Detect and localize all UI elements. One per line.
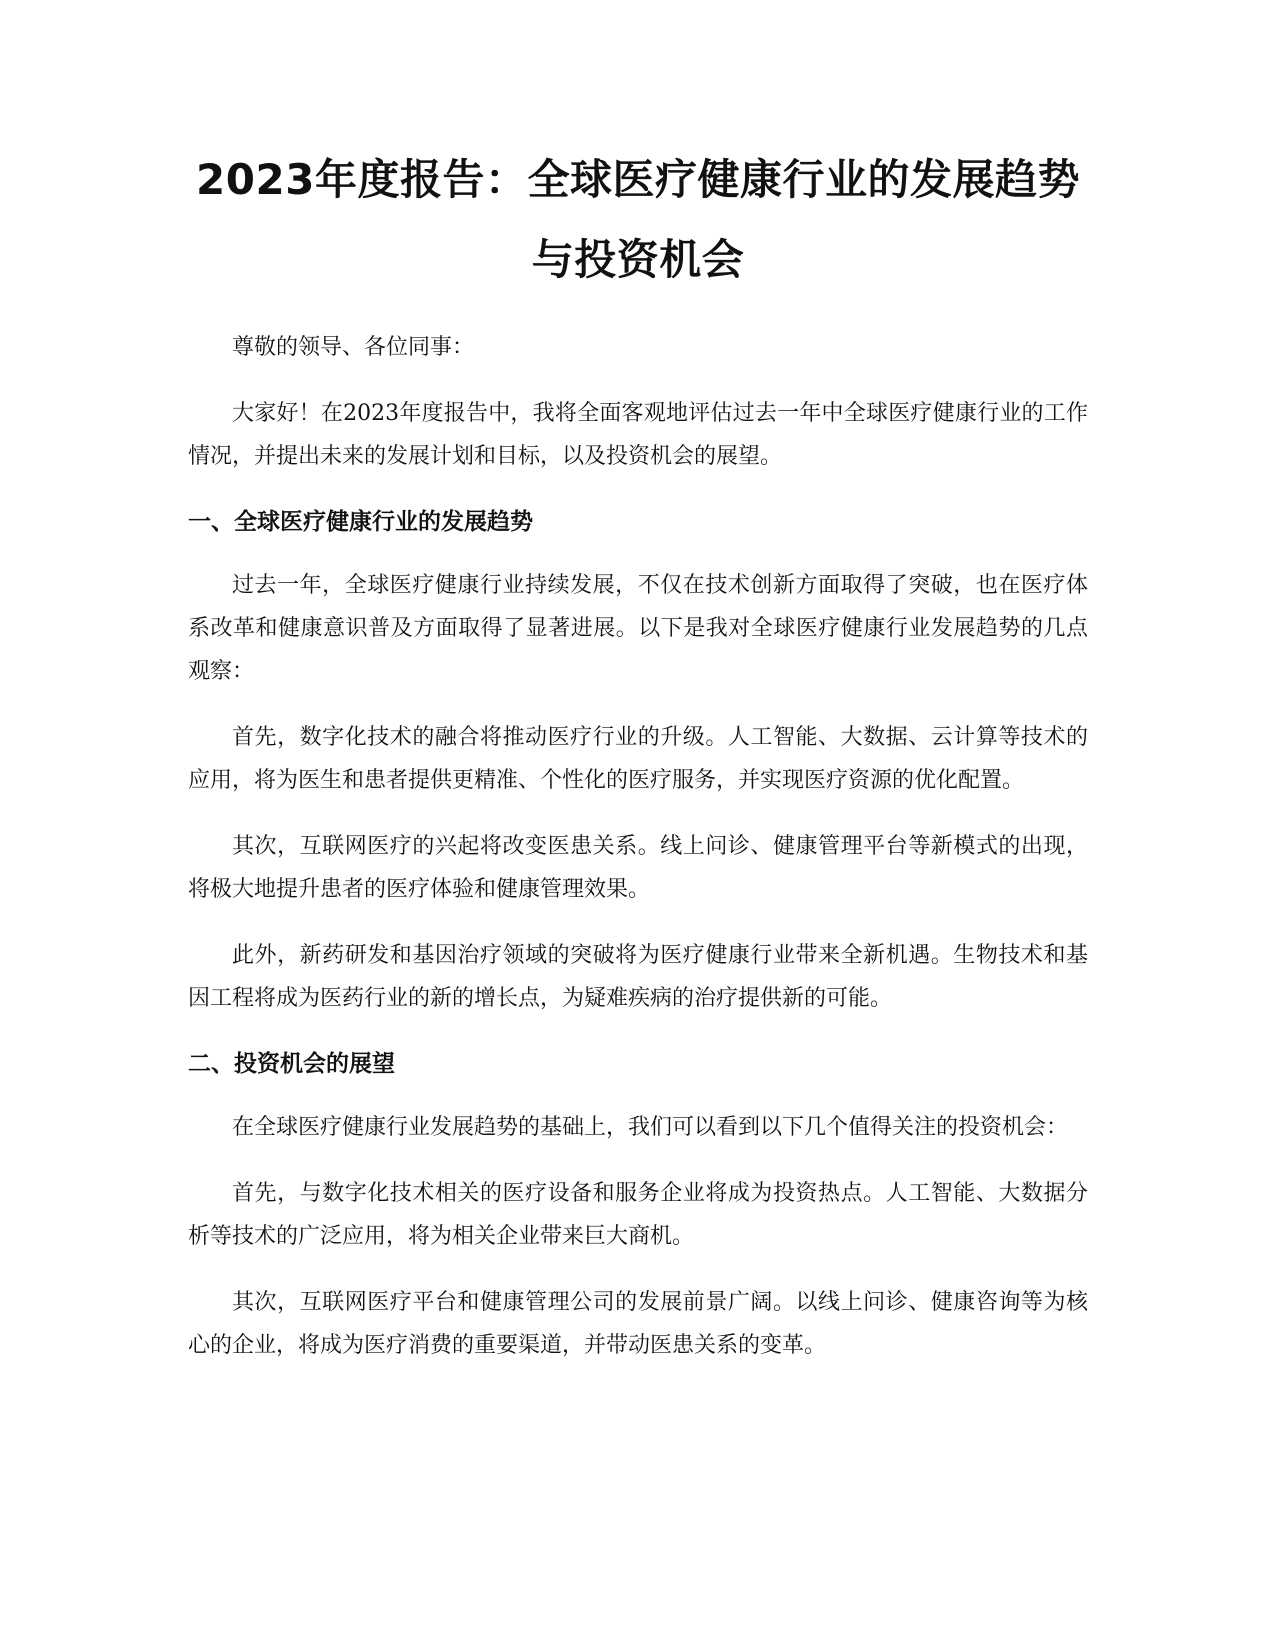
document-page	[188, 140, 1088, 1390]
section-1-paragraph: 过去一年，全球医疗健康行业持续发展，不仅在技术创新方面取得了突破，也在医疗体系改革和健康意识普及方面取得了显著进展。以下是我对全球医疗健康行业发展趋势的几点观察：	[188, 573, 1088, 684]
section-2-heading: 二、投资机会的展望	[188, 1051, 395, 1077]
section-1-paragraph: 此外，新药研发和基因治疗领域的突破将为医疗健康行业带来全新机遇。生物技术和基因工程将成为医药行业的新的增长点，为疑难疾病的治疗提供新的可能。	[188, 943, 1088, 1011]
section-1-paragraph: 首先，数字化技术的融合将推动医疗行业的升级。人工智能、大数据、云计算等技术的应用，将为医生和患者提供更精准、个性化的医疗服务，并实现医疗资源的优化配置。	[188, 725, 1088, 793]
section-2-paragraph: 首先，与数字化技术相关的医疗设备和服务企业将成为投资热点。人工智能、大数据分析等技术的广泛应用，将为相关企业带来巨大商机。	[188, 1181, 1088, 1249]
section-2-paragraph: 其次，互联网医疗平台和健康管理公司的发展前景广阔。以线上问诊、健康咨询等为核心的企业，将成为医疗消费的重要渠道，并带动医患关系的变革。	[188, 1290, 1088, 1358]
section-1-paragraph: 其次，互联网医疗的兴起将改变医患关系。线上问诊、健康管理平台等新模式的出现，将极大地提升患者的医疗体验和健康管理效果。	[188, 834, 1088, 902]
section-1-heading: 一、全球医疗健康行业的发展趋势	[188, 509, 533, 535]
section-2-paragraph: 在全球医疗健康行业发展趋势的基础上，我们可以看到以下几个值得关注的投资机会：	[232, 1115, 1069, 1140]
intro-paragraph: 大家好！在2023年度报告中，我将全面客观地评估过去一年中全球医疗健康行业的工作情况，并提出未来的发展计划和目标，以及投资机会的展望。	[188, 401, 1088, 469]
greeting-paragraph: 尊敬的领导、各位同事：	[232, 335, 475, 360]
document-title: 2023年度报告：全球医疗健康行业的发展趋势与投资机会	[196, 155, 1080, 284]
